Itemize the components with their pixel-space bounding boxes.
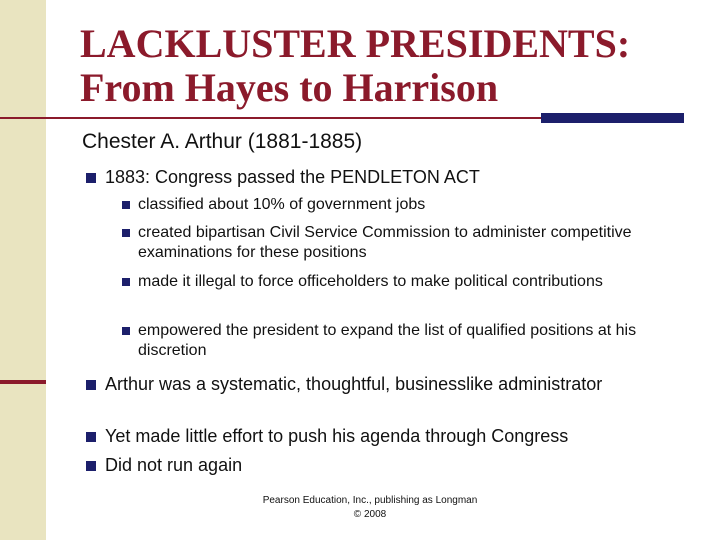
square-bullet-icon [122, 229, 130, 237]
square-bullet-icon [86, 461, 96, 471]
bullet-arthur-administrator [105, 373, 665, 396]
bullet-text: Arthur was a systematic, thoughtful, businesslike administrator [105, 374, 603, 394]
bullet-did-not-run [105, 454, 665, 477]
bullet-agenda-congress [105, 425, 665, 448]
slide-title [80, 22, 700, 110]
slide-footer [220, 494, 520, 522]
square-bullet-icon [86, 173, 96, 183]
bullet-text: Did not run again [105, 455, 243, 475]
left-decorative-band [0, 0, 46, 540]
sub-bullet-political-contributions [138, 272, 668, 292]
bullet-text: classified about 10% of government jobs [138, 196, 426, 213]
footer-publisher: Pearson Education, Inc., publishing as Longman [262, 495, 478, 506]
slide-subtitle: Chester A. Arthur (1881-1885) [82, 130, 363, 153]
sub-bullet-classified-jobs [138, 195, 668, 215]
footer-copyright: © 2008 [353, 509, 387, 520]
slide-title-line-2: From Hayes to Harrison [80, 65, 499, 110]
bullet-text: made it illegal to force officeholders to make political contributions [138, 273, 603, 290]
bullet-text: 1883: Congress passed the PENDLETON ACT [105, 167, 480, 187]
square-bullet-icon [122, 201, 130, 209]
square-bullet-icon [122, 278, 130, 286]
left-accent-line [0, 380, 46, 384]
bullet-text: created bipartisan Civil Service Commission to administer competitive examinations for these positions [138, 224, 632, 261]
bullet-text: empowered the president to expand the list of qualified positions at his discretion [138, 322, 637, 359]
square-bullet-icon [122, 327, 130, 335]
title-divider-accent [541, 113, 684, 123]
sub-bullet-civil-service-commission [138, 223, 668, 263]
sub-bullet-expand-list [138, 321, 668, 361]
square-bullet-icon [86, 380, 96, 390]
square-bullet-icon [86, 432, 96, 442]
slide-title-line-1: LACKLUSTER PRESIDENTS: [80, 21, 631, 66]
bullet-pendleton-act [105, 166, 665, 189]
bullet-text: Yet made little effort to push his agenda through Congress [105, 426, 569, 446]
